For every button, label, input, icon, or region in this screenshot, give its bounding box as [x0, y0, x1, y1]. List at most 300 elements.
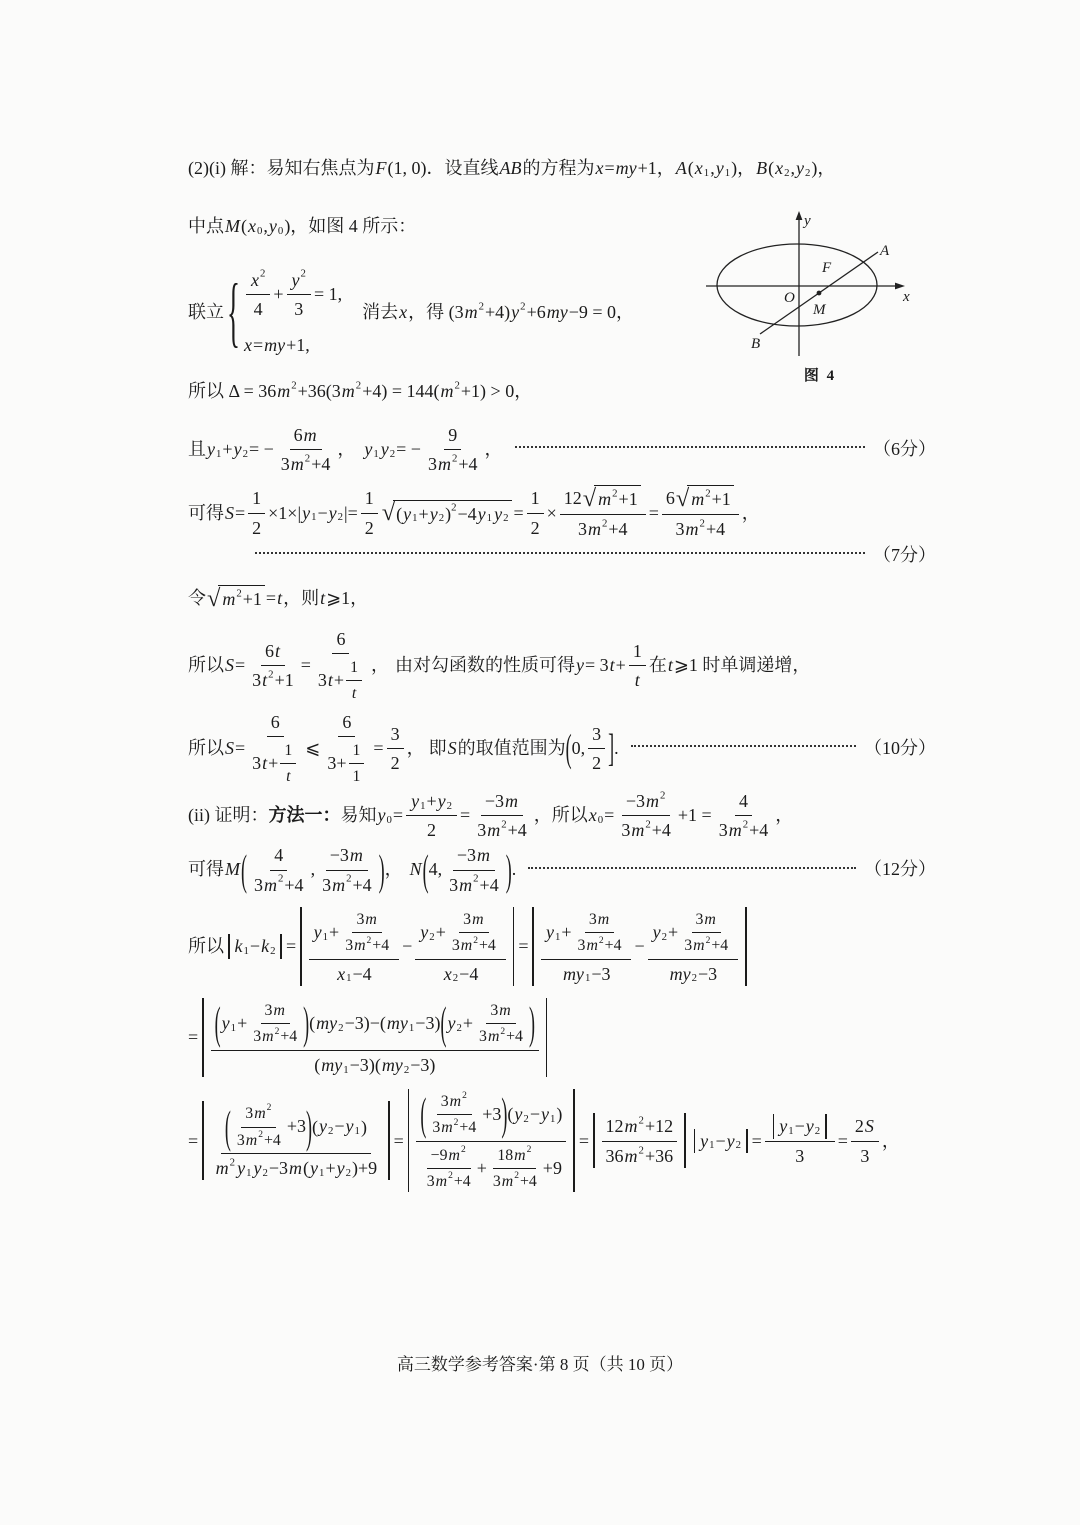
math-txt: 4, [428, 859, 443, 880]
math-it: m [437, 454, 451, 475]
math-it: t [634, 670, 640, 691]
math-vbar [684, 1113, 686, 1168]
math-it: x [248, 216, 256, 237]
score-label: （12分） [864, 859, 936, 880]
math-den [248, 514, 265, 540]
math-sup: 2 [304, 452, 311, 465]
math-it: m [332, 874, 346, 895]
math-sup: 2 [236, 587, 242, 600]
math-txt: + [418, 503, 429, 524]
math-frac [211, 1101, 382, 1180]
math-txt: = [648, 502, 659, 523]
math-it: y [291, 269, 300, 290]
math-it: y [237, 1157, 246, 1178]
math-it: m [215, 1157, 229, 1178]
math-txt: = [265, 588, 277, 609]
math-txt: 3 [463, 910, 472, 928]
math-txt: 12 [563, 488, 582, 509]
math-delim: ) [501, 1089, 508, 1140]
math-txt: +4) = 144( [362, 381, 440, 402]
math-txt: 易知 [340, 804, 377, 825]
math-delim: ) [363, 1013, 370, 1034]
math-grpbody [208, 998, 542, 1077]
math-txt: 可得 [188, 859, 224, 880]
math-frac [314, 626, 368, 705]
math-it: y [726, 1130, 735, 1151]
math-sup: 2 [473, 873, 479, 886]
math-txt: + [561, 922, 572, 943]
math-it: x [588, 804, 597, 825]
math-txt: − [317, 502, 328, 523]
math-delim: ) [528, 998, 535, 1049]
math-txt: −9 = 0， [568, 301, 635, 322]
math-txt: + [426, 790, 437, 811]
math-it: k [261, 936, 270, 957]
math-txt: (2)(i) 解：易知右焦点为 [188, 158, 375, 178]
math-den [475, 1024, 527, 1047]
math-txt: +4 [479, 874, 499, 895]
math-it: M [225, 859, 240, 880]
math-frac [250, 842, 308, 897]
math-txt: 6 [342, 711, 352, 732]
math-it: S [225, 737, 234, 758]
math-it: S [225, 654, 234, 675]
math-txt: = [393, 1130, 404, 1151]
math-num [622, 788, 671, 816]
math-it: m [477, 845, 490, 866]
math-delim: ) [429, 1054, 436, 1075]
math-sub: 2 [814, 1125, 821, 1138]
math-grp [528, 907, 750, 986]
math-grp [224, 934, 286, 958]
math-sup: 2 [346, 873, 352, 886]
math-txt: +4) [485, 301, 511, 322]
math-sup: 2 [355, 379, 362, 392]
math-it: m [645, 790, 659, 811]
math-num [560, 484, 646, 514]
math-txt: +12 [644, 1116, 674, 1137]
math-txt: 4 [253, 298, 263, 319]
math-grp [380, 1011, 441, 1035]
math-sup: 2 [705, 935, 711, 946]
math-it: y [345, 1116, 354, 1137]
math-frac [445, 842, 503, 897]
math-num [437, 1090, 472, 1115]
math-it: y [318, 1116, 327, 1137]
math-it: y [420, 922, 429, 943]
math-txt: ( [241, 216, 247, 237]
math-grpbody [513, 1102, 556, 1126]
math-sub: 1 [343, 1063, 349, 1076]
math-txt: 6 [336, 628, 346, 649]
math-it: m [487, 819, 501, 840]
math-it: my [321, 1054, 343, 1075]
math-line [188, 543, 936, 567]
math-sup: 2 [266, 1103, 272, 1114]
math-txt: + [268, 753, 279, 774]
math-frac [361, 485, 378, 540]
math-vbar [573, 1089, 575, 1193]
math-sup: 2 [448, 1171, 453, 1182]
math-den [856, 1142, 873, 1168]
math-txt: = [235, 502, 246, 523]
math-frac [448, 908, 500, 957]
math-sub: 1 [788, 1125, 794, 1138]
math-den [574, 515, 632, 541]
math-txt: 3 [294, 298, 304, 319]
math-grp [423, 842, 512, 897]
math-grp [566, 721, 615, 776]
math-num [427, 1144, 471, 1169]
math-grp [589, 1113, 690, 1168]
score-label: （6分） [873, 438, 936, 459]
math-sub: 2 [523, 1112, 529, 1125]
math-txt: 2 [854, 1116, 864, 1137]
math-txt: +4 [749, 819, 769, 840]
math-delim: ( [374, 1054, 381, 1075]
math-den [332, 960, 376, 986]
math-brace: { [227, 267, 240, 355]
math-it: x [337, 963, 346, 984]
math-txt: +4 [705, 518, 726, 539]
math-txt: + [222, 438, 233, 459]
math-it: m [222, 589, 236, 610]
math-grp [198, 998, 551, 1077]
math-it: y [403, 503, 412, 524]
math-den [233, 1128, 285, 1151]
math-sp [344, 312, 362, 313]
math-txt: 3 [432, 1119, 441, 1137]
math-txt: +4 [352, 874, 372, 895]
math-delim: ) [352, 1158, 358, 1179]
math-txt: 所以 Δ = 36 [188, 381, 277, 402]
math-den [290, 295, 307, 321]
math-sub: 2 [784, 166, 790, 179]
math-txt: 的方程为 [522, 158, 595, 178]
math-sub: 2 [429, 930, 435, 943]
math-num [735, 788, 752, 816]
math-txt: , [263, 216, 268, 237]
math-line [188, 156, 936, 180]
math-grp [225, 1102, 312, 1151]
math-den [473, 816, 531, 842]
math-sub: 1 [319, 1166, 325, 1179]
math-den [617, 816, 675, 842]
math-it: y [715, 158, 724, 178]
math-frac [309, 907, 400, 986]
math-it: t [277, 588, 283, 609]
math-delim: ) [368, 1054, 375, 1075]
math-den [211, 1154, 382, 1180]
math-sup: 2 [742, 818, 749, 831]
math-sup: 2 [659, 789, 666, 802]
math-txt: − [794, 1116, 805, 1137]
point-label-B: B [751, 336, 761, 352]
math-den [423, 1169, 475, 1192]
math-sub: 2 [805, 166, 811, 179]
math-den [249, 1024, 301, 1047]
math-txt: = [392, 804, 404, 825]
math-vbar [746, 1129, 748, 1153]
math-sqrtbody [218, 585, 265, 611]
math-txt: 3 [254, 874, 263, 895]
math-den [445, 871, 503, 897]
math-frac [280, 739, 296, 788]
math-num [246, 267, 270, 295]
math-delim: ( [379, 1013, 386, 1034]
math-it: m [245, 1131, 258, 1149]
math-txt: −9 [430, 1146, 448, 1164]
math-num [261, 999, 290, 1024]
math-frac [346, 656, 362, 705]
math-it: m [441, 1119, 453, 1137]
math-txt: −3 [698, 963, 718, 984]
math-line [188, 998, 936, 1077]
math-sub: 1 [311, 511, 317, 524]
math-it: y [575, 654, 584, 675]
math-rad: √ [207, 584, 221, 612]
math-txt: + [237, 1013, 248, 1034]
math-frac [851, 1113, 879, 1168]
math-it: t [327, 670, 333, 691]
math-txt: −3 [484, 790, 505, 811]
math-txt: +3 [286, 1116, 306, 1137]
math-txt: +4 [453, 1173, 471, 1191]
math-grpbody [315, 1011, 364, 1035]
math-num [588, 721, 605, 749]
math-txt: 2 [592, 753, 602, 774]
math-txt: 所以 [188, 737, 224, 758]
math-vbar [694, 1129, 696, 1153]
math-txt: +1) > 0， [460, 381, 533, 402]
math-den [448, 933, 500, 956]
math-grp [375, 1053, 436, 1077]
math-txt: +1 [711, 489, 731, 510]
math-txt: 1 [632, 640, 642, 661]
math-num [248, 485, 265, 513]
math-it: m [459, 874, 473, 895]
math-txt: . [614, 737, 619, 758]
math-frac [424, 422, 482, 477]
math-num [602, 1113, 678, 1141]
math-it: m [487, 1028, 500, 1046]
math-sqrtbody [393, 500, 512, 526]
math-txt: 18 [497, 1146, 514, 1164]
math-sup: 2 [460, 1145, 466, 1156]
math-sup: 2 [705, 487, 711, 500]
math-frac [248, 638, 298, 693]
math-it: m [262, 1028, 274, 1046]
math-frac [349, 739, 365, 788]
math-txt: 3 [588, 910, 597, 928]
math-grpbody [234, 934, 277, 958]
math-txt: 1 [352, 768, 361, 786]
math-txt: −3 [591, 963, 611, 984]
math-den [281, 764, 295, 787]
math-txt: = [578, 1130, 590, 1151]
math-txt: = [518, 936, 529, 957]
math-it: S [225, 502, 234, 523]
math-txt: 1 [252, 488, 262, 509]
math-frac [648, 907, 739, 986]
math-frac [527, 485, 544, 540]
math-txt: 3 [492, 1173, 501, 1191]
math-sub: 2 [327, 1125, 334, 1138]
math-sub: 1 [412, 512, 418, 525]
math-sub: 1 [408, 1021, 415, 1034]
math-txt: 2 [390, 753, 400, 774]
math-den [588, 749, 605, 775]
math-txt: = [300, 654, 311, 675]
math-txt: = 1, [313, 283, 343, 304]
math-txt: = [604, 804, 615, 825]
math-den [323, 737, 370, 788]
math-sqrt [207, 585, 265, 611]
math-sup: 2 [478, 300, 484, 313]
math-txt: (1, 0)．设直线 [387, 158, 499, 178]
math-txt: = [837, 1130, 848, 1151]
math-grpbody [699, 1129, 742, 1153]
math-txt: − [634, 936, 645, 957]
figure-4 [694, 208, 946, 385]
math-frac [249, 999, 301, 1048]
math-grpbody [778, 1114, 821, 1138]
math-sup: 2 [258, 1130, 263, 1141]
math-num [416, 1089, 566, 1142]
math-txt: ⩾1， [326, 588, 369, 609]
math-den [341, 933, 393, 956]
math-grpbody [247, 842, 379, 897]
math-grpbody [426, 1090, 501, 1139]
math-vbar [202, 1101, 204, 1180]
math-txt: 3 [592, 723, 602, 744]
math-txt: −3 [456, 845, 476, 866]
math-cases [226, 267, 342, 358]
math-den [680, 933, 732, 956]
math-num [221, 1101, 371, 1154]
math-txt: ( [768, 158, 775, 178]
math-it: x [250, 269, 259, 290]
math-txt: 3 [390, 723, 400, 744]
math-txt: 1 [284, 741, 293, 759]
math-grpbody [446, 999, 529, 1048]
math-it: y [411, 790, 420, 811]
math-txt: = [373, 737, 384, 758]
math-grp [215, 999, 310, 1048]
math-it: m [586, 937, 598, 955]
math-den [310, 1051, 439, 1077]
math-delim: ( [440, 998, 447, 1049]
math-txt: )，如图 4 所示： [284, 216, 417, 237]
math-grpbody [599, 1113, 681, 1168]
math-grpbody [429, 842, 506, 897]
math-grp [296, 907, 518, 986]
math-frac [323, 709, 370, 788]
math-it: t [667, 654, 673, 675]
math-line [188, 422, 936, 477]
math-grp [404, 1089, 579, 1193]
math-it: y [377, 804, 386, 825]
math-txt: 3 [322, 874, 332, 895]
math-sub: 0 [386, 813, 392, 826]
math-it: y [429, 503, 438, 524]
math-it: x [399, 301, 408, 322]
math-rad: √ [675, 484, 690, 512]
math-txt: 3 [252, 753, 262, 774]
math-txt: +9 [542, 1157, 562, 1178]
math-txt: 由对勾函数的性质可得 [394, 654, 575, 675]
math-txt: +4 [608, 518, 628, 539]
math-txt: −3 [329, 845, 349, 866]
math-it: m [435, 1173, 448, 1191]
math-txt: 3 [356, 910, 365, 928]
math-txt: 3 [479, 1028, 487, 1046]
math-it: x [694, 158, 703, 178]
math-sub: 2 [735, 1139, 742, 1152]
math-frac [617, 788, 675, 843]
math-it: y [221, 1013, 230, 1034]
math-txt: 3 [345, 937, 354, 955]
math-num [406, 788, 457, 816]
math-sub: 2 [345, 1166, 351, 1179]
math-sup: 2 [366, 935, 372, 946]
math-txt: , [310, 859, 316, 880]
math-frac [406, 788, 457, 843]
math-txt: 3 [621, 819, 631, 840]
math-den [665, 960, 722, 986]
math-it: m [693, 937, 705, 955]
math-den [489, 1169, 541, 1192]
math-it: m [449, 1092, 462, 1110]
math-txt: ， [406, 737, 425, 758]
math-delim: ) [505, 845, 512, 894]
math-txt: 1 [530, 488, 540, 509]
math-den [250, 295, 267, 321]
math-sub: 1 [703, 166, 710, 179]
math-sub: 2 [337, 511, 344, 524]
math-txt: 3 [695, 910, 704, 928]
math-num [349, 739, 365, 764]
math-line [188, 842, 936, 897]
math-grpbody [413, 1089, 569, 1193]
math-it: t [351, 685, 357, 703]
math-delim: ) [360, 1116, 367, 1137]
math-frac [248, 485, 265, 540]
math-den [277, 450, 335, 476]
math-num [352, 908, 381, 933]
math-txt: 3 [245, 1105, 254, 1123]
math-num [765, 1113, 835, 1141]
math-txt: + [435, 922, 446, 943]
math-frac [489, 1144, 541, 1193]
math-txt: ， [484, 438, 503, 459]
math-txt: − [402, 936, 413, 957]
math-grp [241, 842, 385, 897]
math-it: my [669, 963, 691, 984]
math-it: y [380, 438, 389, 459]
math-it: x [775, 158, 784, 178]
math-den [602, 1142, 678, 1168]
math-txt: 消去 [362, 301, 399, 322]
math-it: m [624, 1116, 638, 1137]
math-txt: +4 [651, 819, 671, 840]
math-txt: 即 [428, 737, 447, 758]
math-grpbody [231, 1102, 306, 1151]
math-it: y [494, 503, 503, 524]
math-txt: ， [741, 502, 760, 523]
math-den [439, 960, 483, 986]
math-delim: ( [565, 726, 572, 771]
